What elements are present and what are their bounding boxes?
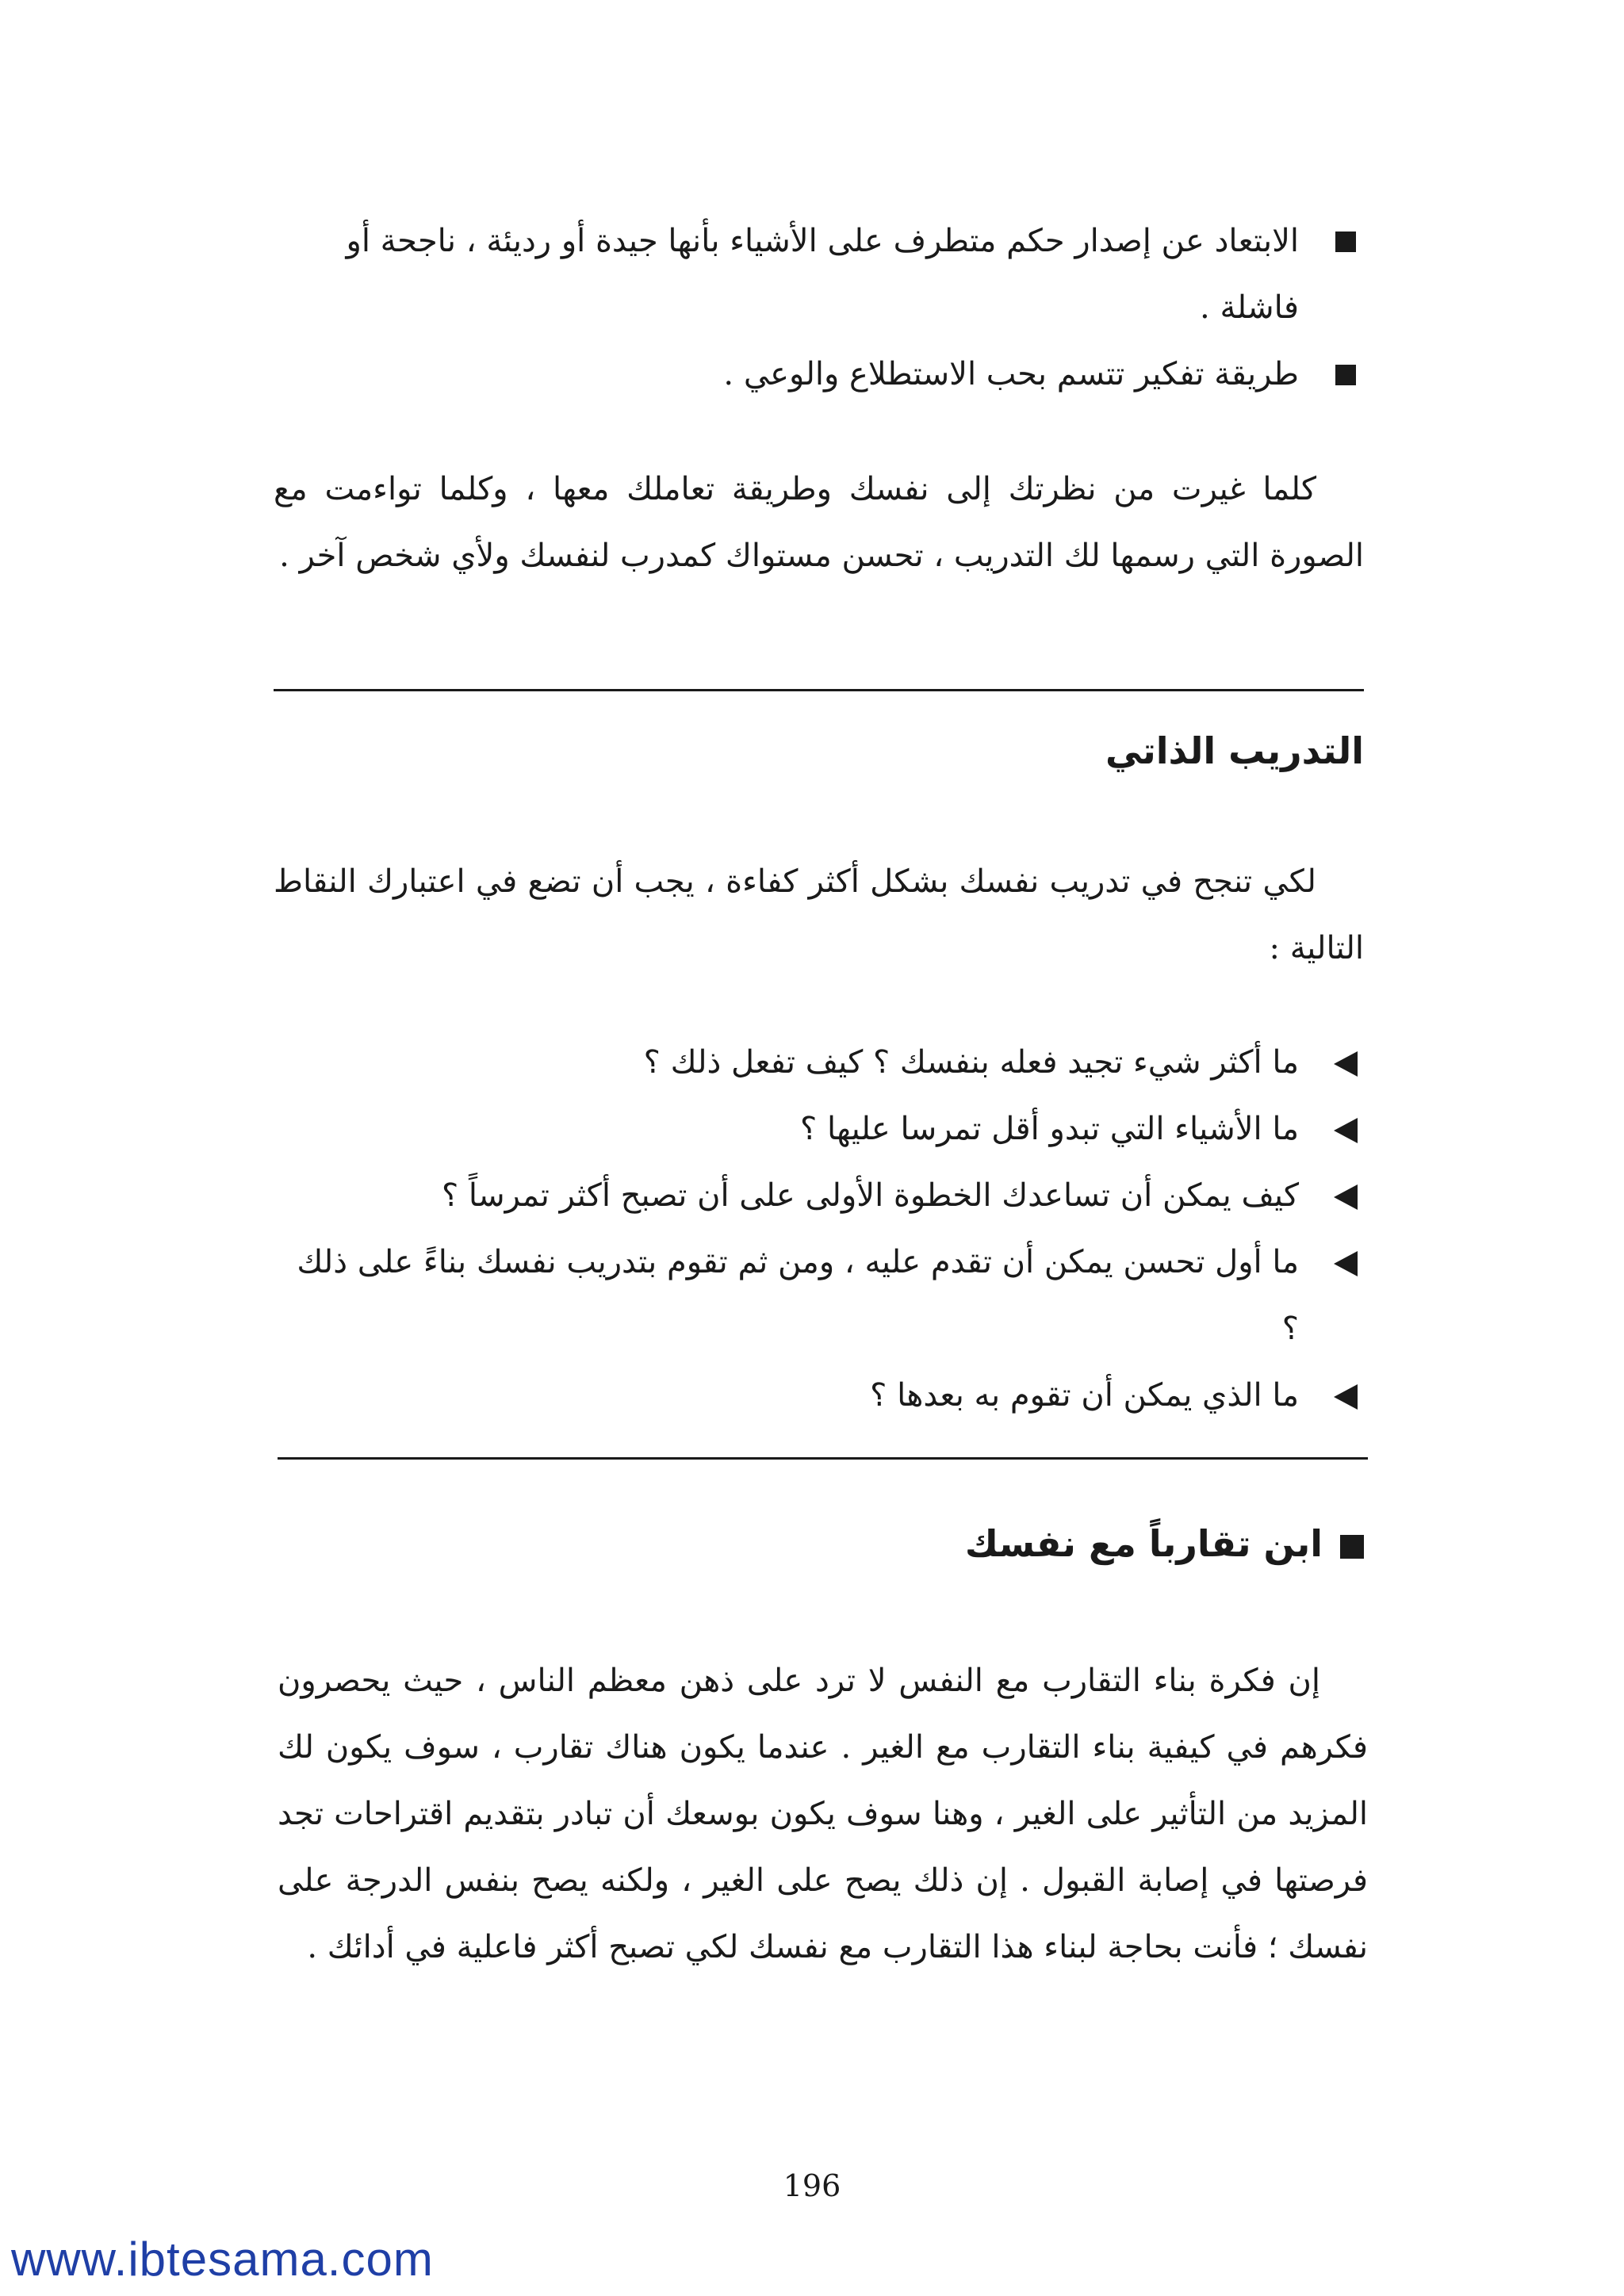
section-divider <box>274 689 1364 691</box>
section-heading-text: ابن تقارباً مع نفسك <box>964 1522 1323 1565</box>
list-item <box>274 341 1364 408</box>
triangle-bullet-icon <box>1334 1118 1358 1143</box>
question-text: ما الذي يمكن أن تقوم به بعدها ؟ <box>870 1377 1299 1414</box>
bullet-text: الابتعاد عن إصدار حكم متطرف على الأشياء بأنها جيدة أو رديئة ، ناجحة أو فاشلة . <box>346 223 1299 326</box>
question-list <box>274 1029 1364 1429</box>
section-self-coaching-intro <box>274 848 1364 982</box>
triangle-bullet-icon <box>1334 1184 1358 1210</box>
section-heading: التدريب الذاتي <box>1105 729 1364 772</box>
square-bullet-icon <box>1340 1535 1364 1559</box>
page-number: 196 <box>783 2168 841 2203</box>
triangle-bullet-icon <box>1334 1384 1358 1410</box>
section-heading <box>274 1522 1364 1565</box>
list-item <box>274 1362 1364 1429</box>
square-bullet-icon <box>1335 232 1356 252</box>
question-text: ما الأشياء التي تبدو أقل تمرسا عليها ؟ <box>800 1111 1299 1147</box>
section-paragraph: إن فكرة بناء التقارب مع النفس لا ترد على ذهن معظم الناس ، حيث يحصرون فكرهم في كيفية بناء التقارب مع الغير . عندما يكون هناك تقارب ، سوف يكون لك المزيد من التأثير على الغير ، وهنا سوف يكون بوسعك أن تبادر بتقديم اقتراحات تجد فرصتها في إصابة القبول . إن ذلك يصح على الغير ، ولكنه يصح بنفس الدرجة على نفسك ؛ فأنت بحاجة لبناء هذا التقارب مع نفسك لكي تصبح أكثر فاعلية في أدائك . <box>278 1663 1368 1965</box>
question-text: ما أول تحسن يمكن أن تقدم عليه ، ومن ثم تقوم بتدريب نفسك بناءً على ذلك ؟ <box>297 1244 1299 1347</box>
bullet-text: طريقة تفكير تتسم بحب الاستطلاع والوعي . <box>723 356 1299 392</box>
watermark-link[interactable]: www.ibtesama.com <box>11 2233 434 2286</box>
section-paragraph: لكي تنجح في تدريب نفسك بشكل أكثر كفاءة ، يجب أن تضع في اعتبارك النقاط التالية : <box>274 863 1364 966</box>
section-self-coaching <box>274 729 1364 772</box>
intro-paragraph: كلما غيرت من نظرتك إلى نفسك وطريقة تعاملك معها ، وكلما تواءمت مع الصورة التي رسمها لك التدريب ، تحسن مستواك كمدرب لنفسك ولأي شخص آخر . <box>274 471 1364 574</box>
section-rapport <box>274 1522 1364 1565</box>
list-item <box>274 1229 1364 1362</box>
intro-paragraph-block <box>274 456 1364 589</box>
square-bullet-icon <box>1335 365 1356 385</box>
triangle-bullet-icon <box>1334 1251 1358 1276</box>
section-divider <box>278 1457 1368 1460</box>
triangle-bullet-icon <box>1334 1051 1358 1077</box>
list-item <box>274 1096 1364 1162</box>
section-rapport-body <box>278 1647 1368 1980</box>
top-bullet-list <box>274 208 1364 408</box>
question-text: ما أكثر شيء تجيد فعله بنفسك ؟ كيف تفعل ذلك ؟ <box>643 1044 1299 1081</box>
list-item <box>274 208 1364 341</box>
list-item <box>274 1029 1364 1096</box>
question-text: كيف يمكن أن تساعدك الخطوة الأولى على أن تصبح أكثر تمرساً ؟ <box>441 1177 1299 1214</box>
list-item <box>274 1162 1364 1229</box>
